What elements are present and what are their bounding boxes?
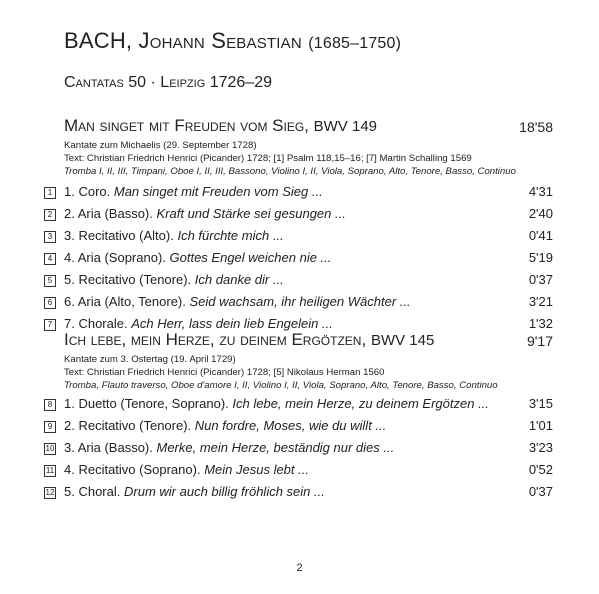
composer-name: BACH, Johann Sebastian (64, 28, 302, 53)
track-row (0, 206, 599, 228)
movement-label: 2. Aria (Basso). (64, 206, 153, 221)
track-number-box: 12 (45, 488, 55, 497)
work-instrumentation: Tromba, Flauto traverso, Oboe d'amore I, II, Violino I, II, Viola, Soprano, Alto, Tenore, Basso, Continuo (64, 380, 498, 391)
movement-label: 3. Aria (Basso). (64, 440, 153, 455)
movement-label: 5. Choral. (64, 484, 121, 499)
track-row (0, 396, 599, 418)
track-row (0, 250, 599, 272)
track-number-box: 4 (44, 253, 56, 265)
track-row (0, 418, 599, 440)
track-row (0, 294, 599, 316)
track-title (64, 462, 309, 477)
track-duration: 3'23 (528, 440, 553, 455)
text-incipit: Kraft und Stärke sei gesungen ... (156, 206, 346, 221)
track-duration: 0'52 (528, 462, 553, 477)
movement-label: 6. Aria (Alto, Tenore). (64, 294, 186, 309)
movement-label: 2. Recitativo (Tenore). (64, 418, 192, 433)
movement-label: 1. Coro. (64, 184, 111, 199)
composer-lifespan: (1685–1750) (308, 35, 402, 52)
cantata-title: Man singet mit Freuden vom Sieg, (64, 116, 309, 135)
composer-heading (64, 28, 401, 54)
track-number-box: 1 (44, 187, 56, 199)
track-number-box: 9 (44, 421, 56, 433)
track-number-box: 2 (44, 209, 56, 221)
collection-title: Cantatas 50 · Leipzig 1726–29 (64, 74, 272, 91)
work-occasion: Kantate zum 3. Ostertag (19. April 1729) (64, 354, 236, 365)
text-incipit: Nun fordre, Moses, wie du willt ... (194, 418, 387, 433)
track-duration: 5'19 (528, 250, 553, 265)
text-incipit: Seid wachsam, ihr heiligen Wächter ... (189, 294, 411, 309)
track-row (0, 272, 599, 294)
track-number-box: 8 (44, 399, 56, 411)
bwv-number: BWV 149 (313, 118, 378, 135)
track-title (64, 184, 323, 199)
track-title (64, 294, 411, 309)
movement-label: 5. Recitativo (Tenore). (64, 272, 192, 287)
track-duration: 4'31 (528, 184, 553, 199)
movement-label: 7. Chorale. (64, 316, 128, 331)
track-duration: 3'15 (528, 396, 553, 411)
track-title (64, 250, 331, 265)
work-title (64, 330, 434, 350)
track-title (64, 316, 333, 331)
text-incipit: Ich lebe, mein Herze, zu deinem Ergötzen ... (232, 396, 489, 411)
work-text-credit: Text: Christian Friedrich Henrici (Picander) 1728; [1] Psalm 118,15–16; [7] Martin Schalling 1569 (64, 153, 472, 164)
track-duration: 0'37 (528, 272, 553, 287)
track-duration: 1'32 (528, 316, 553, 331)
track-number-box: 6 (44, 297, 56, 309)
track-number-box: 11 (45, 466, 55, 475)
movement-label: 1. Duetto (Tenore, Soprano). (64, 396, 229, 411)
movement-label: 4. Aria (Soprano). (64, 250, 166, 265)
track-title (64, 484, 325, 499)
track-title (64, 272, 284, 287)
track-duration: 1'01 (528, 418, 553, 433)
text-incipit: Ich fürchte mich ... (177, 228, 284, 243)
text-incipit: Man singet mit Freuden vom Sieg ... (113, 184, 323, 199)
text-incipit: Mein Jesus lebt ... (204, 462, 309, 477)
track-title (64, 228, 284, 243)
text-incipit: Merke, mein Herze, beständig nur dies ... (156, 440, 395, 455)
text-incipit: Ach Herr, lass dein lieb Engelein ... (131, 316, 333, 331)
track-duration: 3'21 (528, 294, 553, 309)
work-title (64, 116, 377, 136)
bwv-number: BWV 145 (370, 332, 435, 349)
track-row (0, 228, 599, 250)
movement-label: 3. Recitativo (Alto). (64, 228, 174, 243)
track-number-box: 7 (44, 319, 56, 331)
track-row (0, 484, 599, 506)
work-duration: 9'17 (526, 333, 553, 349)
track-number-box: 3 (44, 231, 56, 243)
work-instrumentation: Tromba I, II, III, Timpani, Oboe I, II, III, Bassono, Violino I, II, Viola, Soprano, Alto, Tenore, Basso, Continuo (64, 166, 516, 177)
track-duration: 2'40 (528, 206, 553, 221)
text-incipit: Gottes Engel weichen nie ... (169, 250, 332, 265)
work-text-credit: Text: Christian Friedrich Henrici (Picander) 1728; [5] Nikolaus Herman 1560 (64, 367, 385, 378)
track-title (64, 418, 386, 433)
track-duration: 0'37 (528, 484, 553, 499)
page-number: 2 (296, 562, 303, 574)
track-duration: 0'41 (528, 228, 553, 243)
text-incipit: Ich danke dir ... (194, 272, 284, 287)
track-row (0, 462, 599, 484)
cantata-title: Ich lebe, mein Herze, zu deinem Ergötzen, (64, 330, 367, 349)
text-incipit: Drum wir auch billig fröhlich sein ... (124, 484, 325, 499)
track-title (64, 440, 394, 455)
track-title (64, 206, 346, 221)
track-number-box: 5 (44, 275, 56, 287)
track-number-box: 10 (45, 444, 55, 453)
track-row (0, 440, 599, 462)
track-row (0, 184, 599, 206)
movement-label: 4. Recitativo (Soprano). (64, 462, 201, 477)
work-occasion: Kantate zum Michaelis (29. September 1728) (64, 140, 257, 151)
work-duration: 18'58 (519, 119, 553, 135)
track-title (64, 396, 489, 411)
